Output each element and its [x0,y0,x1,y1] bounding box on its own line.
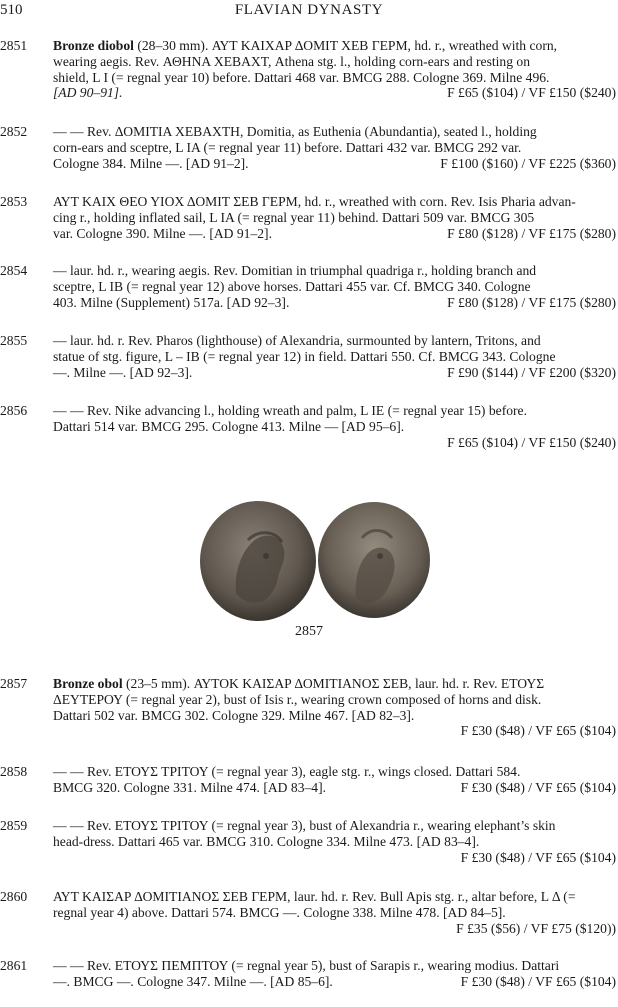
denomination: Bronze obol [53,676,123,691]
entry-text [53,676,616,739]
price: F £80 ($128) / VF £175 ($280) [447,294,616,310]
entry-text [53,889,616,936]
entry-line: corn-ears and sceptre, L ΙΑ (= regnal year 11) before. Dattari 432 var. BMCG 292 var. [53,139,522,155]
entry-line: — — Rev. Nike advancing l., holding wreath and palm, L ΙΕ (= regnal year 15) before. [53,403,527,418]
price: F £80 ($128) / VF £175 ($280) [447,225,616,241]
entry-last-line [53,85,616,101]
price: F £100 ($160) / VF £225 ($360) [440,155,616,171]
entry-line: ΑΥΤ ΚΑΙΣΑΡ ΔΟΜΙΤΙΑΝΟΣ ΣΕΒ ΓΕΡΜ, laur. hd. r. Rev. Bull Apis stg. r., altar before, L Δ (= [53,889,576,904]
entry-line: head-dress. Dattari 465 var. BMCG 310. Cologne 334. Milne 473. [AD 83–4]. [53,833,480,849]
entry-text [53,124,616,171]
entry-number: 2852 [0,124,28,139]
coin-reverse [318,502,430,618]
entry-last-line [53,156,616,172]
price: F £35 ($56) / VF £75 ($120)) [456,920,616,936]
entry-number: 2858 [0,764,28,779]
entry-last-line [53,365,616,381]
price: F £65 ($104) / VF £150 ($240) [447,434,616,450]
entry-text [53,333,616,380]
entry-line: ΑΥΤ ΚΑΙΧ ΘΕΟ ΥΙΟΧ ΔΟΜΙΤ ΣΕΒ ΓΕΡΜ, hd. r., wreathed with corn. Rev. Isis Pharia advan- [53,194,576,209]
entry-number: 2857 [0,676,28,691]
entry-last-line [53,226,616,242]
entry-number: 2854 [0,263,28,278]
references: var. Cologne 390. Milne —. [AD 91–2]. [53,225,272,241]
entry-line: Bronze diobol (28–30 mm). ΑΥΤ ΚΑΙΧΑΡ ΔΟΜΙΤ ΧΕΒ ΓΕΡΜ, hd. r., wreathed with corn, [53,38,558,53]
entry-line: cing r., holding inflated sail, L ΙΑ (= regnal year 11) behind. Dattari 509 var. BMCG 305 [53,209,535,225]
entry-line: — — Rev. ΔΟΜΙΤΙΑ ΧΕΒΑΧΤΗ, Domitia, as Euthenia (Abundantia), seated l., holding [53,124,537,139]
entry-line: Dattari 514 var. BMCG 295. Cologne 413. Milne — [AD 95–6]. [53,418,405,434]
entry-line: — — Rev. ΕΤΟΥΣ ΤΡΙΤΟΥ (= regnal year 3), eagle stg. r., wings closed. Dattari 584. [53,764,521,779]
price: F £90 ($144) / VF £200 ($320) [447,364,616,380]
entry-text [53,403,616,450]
references: —. BMCG —. Cologne 347. Milne —. [AD 85–6]. [53,973,333,989]
date-range: [AD 90–91]. [53,85,123,101]
entry-line: statue of stg. figure, L – ΙΒ (= regnal year 12) in field. Dattari 550. Cf. BMCG 343. Cologne [53,348,556,364]
references: BMCG 320. Cologne 331. Milne 474. [AD 83–4]. [53,779,327,795]
denomination: Bronze diobol [53,38,134,53]
coin-photograph [196,498,432,626]
entry-text [53,958,616,990]
entry-text [53,764,616,796]
entry-number: 2856 [0,403,28,418]
page-number: 510 [0,2,23,18]
entry-line: Bronze obol (23–5 mm). ΑΥΤΟΚ ΚΑΙΣΑΡ ΔΟΜΙΤΙΑΝΟΣ ΣΕΒ, laur. hd. r. Rev. ΕΤΟΥΣ [53,676,545,691]
entry-last-line [53,295,616,311]
references: —. Milne —. [AD 92–3]. [53,364,193,380]
entry-line: — — Rev. ΕΤΟΥΣ ΤΡΙΤΟΥ (= regnal year 3), bust of Alexandria r., wearing elephant’s skin [53,818,556,833]
entry-last-line [53,974,616,990]
entry-text [53,194,616,241]
entry-line: sceptre, L ΙΒ (= regnal year 12) above horses. Dattari 455 var. Cf. BMCG 340. Cologne [53,278,531,294]
entry-text [53,818,616,865]
entry-line: regnal year 4) above. Dattari 574. BMCG —. Cologne 338. Milne 478. [AD 84–5]. [53,904,506,920]
references: 403. Milne (Supplement) 517a. [AD 92–3]. [53,294,290,310]
entry-number: 2859 [0,818,28,833]
entry-text [53,263,616,310]
figure-caption: 2857 [295,624,323,639]
entry-number: 2860 [0,889,28,904]
entry-number: 2853 [0,194,28,209]
entry-number: 2855 [0,333,28,348]
price: F £30 ($48) / VF £65 ($104) [460,973,616,989]
price: F £65 ($104) / VF £150 ($240) [447,85,616,101]
price: F £30 ($48) / VF £65 ($104) [460,779,616,795]
entry-last-line [53,780,616,796]
entry-line: shield, L I (= regnal year 10) before. Dattari 468 var. BMCG 288. Cologne 369. Milne 496. [53,69,550,85]
price: F £30 ($48) / VF £65 ($104) [460,849,616,865]
price: F £30 ($48) / VF £65 ($104) [460,723,616,739]
coin-obverse [200,501,316,621]
entry-line: wearing aegis. Rev. ΑΘΗΝΑ ΧΕΒΑΧΤ, Athena stg. l., holding corn-ears and resting on [53,53,531,69]
entry-text [53,38,616,101]
entry-line: ΔΕΥΤΕΡΟΥ (= regnal year 2), bust of Isis r., wearing crown composed of horns and disk. [53,691,542,707]
entry-number: 2851 [0,38,28,53]
entry-line: — laur. hd. r. Rev. Pharos (lighthouse) of Alexandria, surmounted by lantern, Tritons, and [53,333,541,348]
entry-line: — laur. hd. r., wearing aegis. Rev. Domitian in triumphal quadriga r., holding branch and [53,263,537,278]
entry-line: — — Rev. ΕΤΟΥΣ ΠΕΜΠΤΟΥ (= regnal year 5), bust of Sarapis r., wearing modius. Dattari [53,958,560,973]
entry-number: 2861 [0,958,28,973]
page-header [0,3,618,21]
references: Cologne 384. Milne —. [AD 91–2]. [53,155,249,171]
entry-line: Dattari 502 var. BMCG 302. Cologne 329. Milne 467. [AD 82–3]. [53,707,415,723]
running-title: FLAVIAN DYNASTY [234,2,384,18]
